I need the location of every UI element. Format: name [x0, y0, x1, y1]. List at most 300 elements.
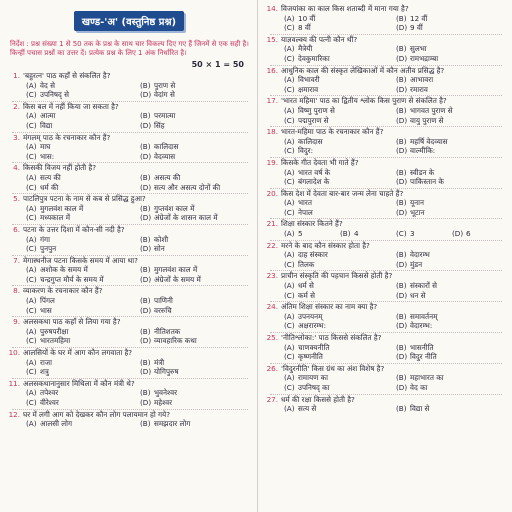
option-key: (A) [26, 172, 37, 182]
option-text: धर्म की [40, 182, 59, 192]
option [396, 146, 508, 156]
option-key: (B) [396, 44, 407, 54]
option-key: (A) [284, 250, 295, 260]
option-text: भारत [298, 198, 312, 208]
option-text: सोन [154, 244, 165, 254]
option [26, 367, 140, 377]
option [26, 306, 140, 316]
question [0, 348, 258, 379]
option-text: सिंह [154, 120, 165, 130]
question-text: व्याकरण के रचनाकार कौन हैं? [23, 286, 103, 296]
option-key: (A) [26, 296, 37, 306]
option-key: (D) [396, 177, 408, 187]
question-text: मरने के बाद कौन संस्कार होता है? [281, 240, 370, 250]
option-text: रामायण का [298, 373, 328, 383]
option [284, 352, 396, 362]
option-key: (C) [284, 207, 295, 217]
option-text: 9 वीं [410, 23, 423, 33]
option-text: उपनिषद् का [298, 382, 330, 392]
option-text: महाभारत का [410, 373, 444, 383]
option [26, 152, 140, 162]
option-text: गंगा [40, 234, 50, 244]
option-grid [264, 44, 508, 63]
question [258, 333, 512, 364]
question-number: 21. [266, 219, 278, 229]
option-key: (D) [396, 382, 408, 392]
question [258, 302, 512, 333]
option-key: (B) [396, 13, 407, 23]
option-text: भागवत पुराण से [410, 105, 453, 115]
question-stem [6, 225, 254, 235]
question-number: 26. [266, 363, 278, 373]
option-text: संस्कारों से [410, 281, 437, 291]
option-text: देवकुमारिका [298, 53, 330, 63]
option [26, 388, 140, 398]
option-key: (B) [140, 265, 151, 275]
option [284, 168, 396, 178]
option-key: (B) [396, 105, 407, 115]
option [396, 352, 508, 362]
question-number: 5. [13, 194, 20, 204]
option-grid [6, 142, 254, 161]
option-text: सत्य की [40, 172, 61, 182]
question-number: 2. [13, 101, 20, 111]
question-number: 25. [266, 333, 278, 342]
option-key: (D) [396, 321, 408, 331]
option [284, 106, 396, 116]
question-text: घर में लगी आग को देखकर कौन लोग पलायमान हो गये? [23, 409, 171, 419]
option-key: (A) [284, 167, 295, 177]
question [258, 219, 512, 240]
option-text: वेदव्यास [154, 151, 176, 161]
question [0, 410, 258, 429]
option [396, 14, 508, 24]
option [140, 213, 254, 223]
option-text: अशोक के समय में [40, 265, 88, 275]
option-grid [264, 168, 508, 187]
option [284, 23, 396, 33]
option-text: 3 [410, 229, 415, 239]
option-key: (A) [26, 111, 37, 121]
question-text: 'नीतिश्लोका:' पाठ किससे संकलित है? [281, 333, 382, 342]
option-text: उपनयनम् [298, 311, 323, 321]
option-text: सत्य और असत्य दोनों की [154, 182, 221, 192]
option-text: भुवनेश्वर [154, 388, 178, 398]
option-key: (D) [140, 182, 152, 192]
option [396, 208, 508, 218]
option-key: (D) [396, 23, 408, 33]
question-number: 20. [266, 188, 278, 198]
option-text: धन से [410, 290, 426, 300]
option [396, 23, 508, 33]
option [284, 208, 396, 218]
option-text: धर्म से [298, 281, 314, 291]
question-number: 10. [8, 348, 20, 358]
question-stem [6, 194, 254, 204]
option-key: (A) [284, 198, 295, 208]
option [284, 250, 396, 260]
option-text: नेपाल [298, 207, 313, 217]
option-key: (A) [284, 105, 295, 115]
question-stem [6, 163, 254, 173]
option-key: (A) [284, 281, 295, 291]
option-key: (B) [396, 136, 407, 146]
option-grid [6, 204, 254, 223]
question-stem [264, 189, 508, 199]
option [26, 235, 140, 245]
option-text: पद्मपुराण से [298, 115, 329, 125]
option [26, 121, 140, 131]
option-key: (C) [284, 23, 295, 33]
option-text: क्षमाराव [298, 84, 319, 94]
option [26, 296, 140, 306]
question-text: आधुनिक काल की संस्कृत लेखिकाओं में कौन अतीव प्रसिद्ध है? [281, 65, 445, 75]
option-key: (D) [396, 352, 408, 362]
right-question-list [258, 4, 512, 414]
option-key: (C) [284, 84, 295, 94]
question-number: 17. [266, 96, 278, 106]
question-number: 24. [266, 302, 278, 312]
option [284, 116, 396, 126]
option [396, 321, 508, 331]
option-text: कालिदास [298, 136, 323, 146]
option [284, 198, 396, 208]
question-text: प्राचीन संस्कृति की पहचान किससे होती है? [281, 271, 393, 281]
option-grid [264, 106, 508, 125]
option-key: (B) [396, 198, 407, 208]
option [396, 281, 508, 291]
option-text: वायु पुराण से [410, 115, 444, 125]
option [396, 260, 508, 270]
option [284, 14, 396, 24]
question [258, 395, 512, 414]
option-grid [6, 111, 254, 130]
question-number: 6. [13, 224, 20, 234]
option [284, 85, 396, 95]
question-text: किसके गीत देवता भी गाते हैं? [281, 157, 359, 167]
option-text: महर्षि वेदव्यास [410, 136, 448, 146]
question-stem [6, 317, 254, 327]
question [258, 96, 512, 127]
option-text: आभावरा [410, 75, 434, 85]
question-number: 14. [266, 4, 278, 13]
option-text: चन्द्रगुप्त मौर्य के समय में [40, 274, 104, 284]
question [258, 189, 512, 220]
option-key: (B) [396, 167, 407, 177]
option-text: विदुर नीति [410, 352, 437, 362]
option [284, 44, 396, 54]
option-text: वीरेश्वर [40, 398, 59, 407]
option [284, 312, 396, 322]
question-stem [264, 66, 508, 76]
option-key: (D) [140, 213, 152, 223]
marks-label: 50 × 1 = 50 [191, 60, 244, 69]
question-text: अंतिम शिक्षा संस्कार का नाम क्या है? [281, 302, 378, 312]
option [284, 373, 396, 383]
question-text: 'बहुरत्न' पाठ कहाँ से संकलित है? [23, 71, 111, 80]
question-text: मेगास्थनीज पटना किसके समय में आया था? [23, 255, 138, 265]
option-text: पुरुषपरीक्षा [40, 326, 69, 336]
option-key: (C) [26, 336, 37, 346]
option-key: (C) [26, 182, 37, 192]
option [284, 260, 396, 270]
option-text: सत्य से [298, 404, 317, 414]
option-key: (D) [140, 151, 152, 161]
option-key: (C) [26, 398, 37, 407]
option [26, 90, 140, 100]
option-text: गुप्तवंश काल में [154, 203, 195, 213]
question [0, 317, 258, 348]
option-text: सुलभा [410, 44, 427, 54]
option [140, 183, 254, 193]
question-number: 18. [266, 127, 278, 137]
option-text: व्यावहारिक कथा [154, 336, 197, 346]
question-text: किसकी विजय नहीं होती है? [23, 163, 97, 173]
option-key: (C) [284, 382, 295, 392]
question [258, 4, 512, 35]
question-text: भारत-महिमा पाठ के रचनाकार कौन हैं? [281, 127, 384, 137]
option-text: आलसी लोग [40, 419, 73, 429]
option-text: भास [40, 305, 52, 315]
option-text: चाणक्यनीति [298, 342, 330, 352]
option-key: (C) [26, 120, 37, 130]
question-number: 19. [266, 157, 278, 167]
option [396, 85, 508, 95]
option-key: (A) [284, 342, 295, 352]
option-key: (A) [284, 44, 295, 54]
option-grid [6, 81, 254, 100]
option-key: (D) [140, 90, 152, 100]
option-text: 10 वीं [298, 13, 316, 23]
option-text: कर्म से [298, 290, 315, 300]
option-text: वेद का [410, 382, 428, 392]
question-number: 3. [13, 132, 20, 142]
option [284, 291, 396, 301]
option-key: (C) [26, 213, 37, 223]
option [396, 229, 452, 239]
option-text: माघ [40, 142, 51, 152]
option [26, 183, 140, 193]
option-key: (D) [396, 290, 408, 300]
option-key: (A) [26, 234, 37, 244]
question [0, 71, 258, 102]
option-text: वेदारम्भ [410, 250, 430, 260]
option-key: (A) [26, 265, 37, 275]
option [26, 244, 140, 254]
option [284, 146, 396, 156]
option [140, 173, 254, 183]
question [0, 163, 258, 194]
option-key: (A) [284, 13, 295, 23]
option-key: (B) [140, 80, 151, 90]
option-key: (C) [26, 274, 37, 284]
question [258, 158, 512, 189]
option [26, 265, 140, 275]
option-grid [264, 14, 508, 33]
option-text: नीतिशतक [154, 326, 181, 336]
option-grid [6, 419, 254, 429]
question-stem [6, 256, 254, 266]
option [396, 250, 508, 260]
option-text: अक्षरारम्भ: [298, 321, 327, 331]
option-text: भूटान [410, 207, 425, 217]
option-key: (B) [396, 373, 407, 383]
option [396, 168, 508, 178]
option-key: (B) [396, 75, 407, 85]
option-text: विद्या [40, 120, 53, 130]
question-stem [264, 271, 508, 281]
option-text: मुगलवंश काल में [40, 203, 84, 213]
question-stem [6, 286, 254, 296]
option [140, 90, 254, 100]
option-grid [264, 75, 508, 94]
option-grid [264, 281, 508, 300]
option [340, 229, 396, 239]
option [26, 275, 140, 285]
option-key: (B) [140, 388, 151, 398]
question-stem [264, 395, 508, 405]
option-key: (A) [26, 203, 37, 213]
option-text: वेदारम्भ: [410, 321, 433, 331]
option [396, 106, 508, 116]
option-grid [264, 229, 508, 239]
option-text: अंग्रेजों के शासन काल में [154, 213, 218, 223]
option-grid [264, 250, 508, 269]
option-text: स्वीडन के [410, 167, 435, 177]
option [396, 383, 508, 393]
option-key: (C) [284, 259, 295, 269]
option-grid [6, 265, 254, 284]
option-text: मध्यकाल में [40, 213, 71, 223]
question-text: पटना के उत्तर दिशा में कौन-सी नदी है? [23, 224, 125, 234]
option-key: (B) [396, 281, 407, 291]
option-text: 4 [354, 229, 359, 239]
option-key: (A) [26, 80, 37, 90]
question-text: विजयांका का काल किस शताब्दी में माना गया है? [281, 4, 409, 13]
option-key: (B) [140, 142, 151, 152]
question [0, 379, 258, 410]
option-text: यूनान [410, 198, 425, 208]
option [140, 296, 254, 306]
option-grid [6, 173, 254, 192]
option-text: 5 [298, 229, 303, 239]
option [140, 388, 254, 398]
option-key: (B) [340, 229, 351, 239]
question-number: 15. [266, 34, 278, 44]
question [258, 241, 512, 272]
question [258, 35, 512, 66]
option-key: (C) [284, 290, 295, 300]
question-number: 11. [8, 378, 20, 388]
option-key: (B) [396, 404, 407, 414]
option-key: (A) [284, 373, 295, 383]
option [396, 312, 508, 322]
question-text: 'भारत महिमा' पाठ का द्वितीय श्लोक किस पुराण से संकलित है? [281, 96, 447, 106]
question-stem [264, 364, 508, 374]
option-key: (C) [284, 146, 295, 156]
question [258, 66, 512, 97]
question [258, 271, 512, 302]
option [284, 75, 396, 85]
option-key: (D) [140, 305, 152, 315]
option-key: (A) [284, 311, 295, 321]
question-stem [264, 127, 508, 137]
question [0, 286, 258, 317]
question-number: 23. [266, 271, 278, 281]
question-stem [264, 302, 508, 312]
option-text: उपनिषद् से [40, 90, 69, 100]
instructions: निर्देश : प्रश्न संख्या 1 से 50 तक के प्रश्न के साथ चार विकल्प दिए गए हैं जिनमें से एक सही है। किन्हीं पचास प्रश्नों का उत्तर दें। प्रत्येक प्रश्न के लिए 1 अंक निर्धारित है। [10, 40, 249, 57]
option-text: 6 [466, 229, 471, 239]
option-key: (D) [140, 120, 152, 130]
option [396, 137, 508, 147]
question-text: अलसकथा पाठ कहाँ से लिया गया है? [23, 317, 121, 327]
option [140, 121, 254, 131]
option [396, 373, 508, 383]
option [284, 281, 396, 291]
question [0, 194, 258, 225]
option-text: समझदार लोग [154, 419, 191, 429]
option-text: मैत्रेयी [298, 44, 313, 54]
option-text: वेद से [40, 80, 55, 90]
option-text: पाणिनी [154, 296, 173, 306]
option [396, 404, 508, 414]
option-key: (D) [396, 146, 408, 156]
option-key: (A) [26, 419, 37, 429]
question [0, 102, 258, 133]
option-key: (A) [26, 357, 37, 367]
option-key: (A) [284, 229, 295, 239]
option-grid [6, 358, 254, 377]
option-text: राजा [40, 357, 52, 367]
option [396, 291, 508, 301]
option [140, 327, 254, 337]
option [26, 213, 140, 223]
question-stem [6, 133, 254, 143]
option [396, 44, 508, 54]
option-text: पुराण से [154, 80, 176, 90]
option [26, 81, 140, 91]
option-text: पाकिस्तान के [410, 177, 444, 187]
question-text: पाटलिपुत्र पटना के नाम से कब से प्रसिद्ध हुआ? [23, 194, 146, 204]
option-key: (D) [396, 84, 408, 94]
option-key: (A) [284, 75, 295, 85]
option [396, 75, 508, 85]
option [396, 198, 508, 208]
option-key: (D) [396, 53, 408, 63]
question-text: अलसकथानानुसार मिथिला में कौन मंत्री थे? [23, 378, 135, 388]
question-number: 27. [266, 394, 278, 404]
option-text: तपेश्वर [40, 388, 59, 398]
option-text: विद्या से [410, 404, 430, 414]
option [140, 275, 254, 285]
question-stem [264, 35, 508, 45]
option-text: 8 वीं [298, 23, 311, 33]
option [140, 367, 254, 377]
option-grid [264, 373, 508, 392]
option [26, 398, 140, 408]
option [140, 306, 254, 316]
question [258, 364, 512, 395]
option-text: भारतमहिमा [40, 336, 71, 346]
option-key: (A) [284, 404, 295, 414]
option-text: भासनीति [410, 342, 434, 352]
option [140, 142, 254, 152]
option-grid [264, 404, 508, 414]
question-text: धर्म की रक्षा किससे होती है? [281, 394, 355, 404]
option-key: (C) [284, 53, 295, 63]
question-text: आलसियों के घर में आग कौन लगवाता है? [23, 348, 133, 358]
